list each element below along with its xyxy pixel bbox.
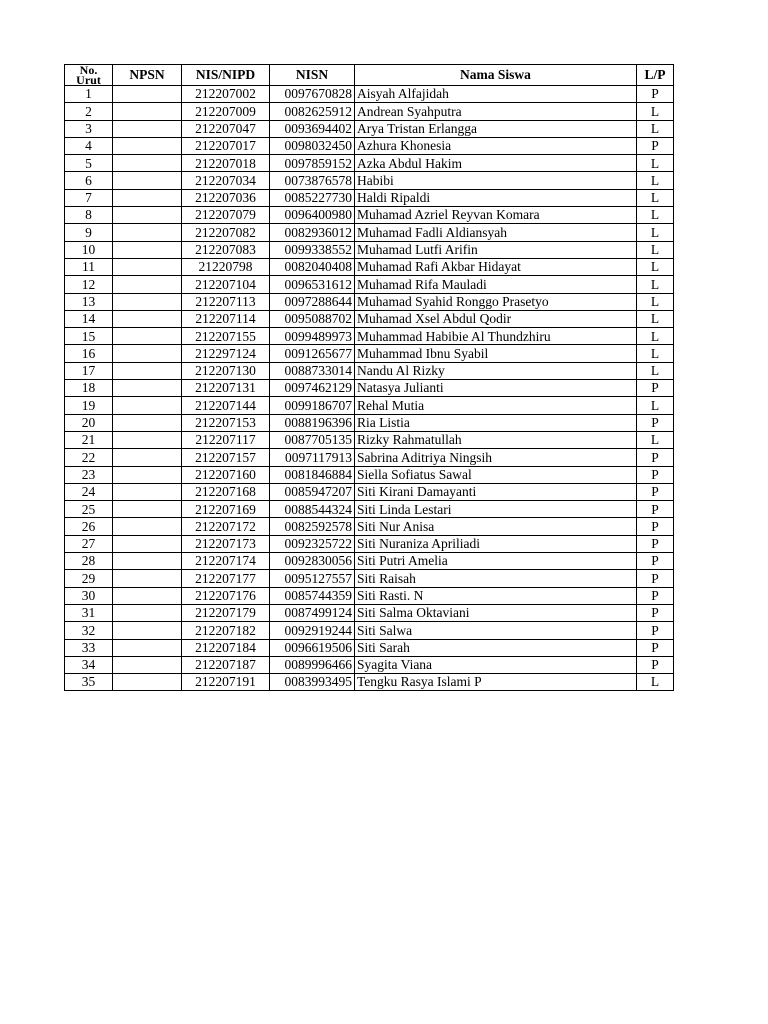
cell-no-urut: 14	[65, 310, 113, 327]
cell-nisn: 0096619506	[270, 639, 355, 656]
header-nisn: NISN	[270, 65, 355, 86]
cell-lp: P	[637, 449, 674, 466]
cell-lp: P	[637, 86, 674, 103]
cell-nama-siswa: Andrean Syahputra	[355, 103, 637, 120]
table-row	[65, 414, 674, 431]
cell-npsn	[113, 622, 182, 639]
student-table	[64, 64, 674, 691]
cell-nama-siswa: Muhamad Syahid Ronggo Prasetyo	[355, 293, 637, 310]
cell-no-urut: 20	[65, 414, 113, 431]
cell-nama-siswa: Siti Salma Oktaviani	[355, 604, 637, 621]
cell-no-urut: 34	[65, 656, 113, 673]
cell-nis-nipd: 212207168	[182, 483, 270, 500]
cell-nis-nipd: 212207157	[182, 449, 270, 466]
cell-npsn	[113, 553, 182, 570]
cell-lp: L	[637, 258, 674, 275]
cell-nisn: 0085947207	[270, 483, 355, 500]
table-row	[65, 328, 674, 345]
cell-lp: L	[637, 189, 674, 206]
table-row	[65, 587, 674, 604]
cell-nis-nipd: 212207002	[182, 86, 270, 103]
header-nama-siswa: Nama Siswa	[355, 65, 637, 86]
cell-nis-nipd: 212207009	[182, 103, 270, 120]
cell-lp: L	[637, 155, 674, 172]
cell-no-urut: 21	[65, 431, 113, 448]
cell-no-urut: 17	[65, 362, 113, 379]
cell-lp: L	[637, 362, 674, 379]
table-row	[65, 656, 674, 673]
cell-nis-nipd: 212207177	[182, 570, 270, 587]
cell-no-urut: 25	[65, 501, 113, 518]
cell-nisn: 0073876578	[270, 172, 355, 189]
cell-nisn: 0082592578	[270, 518, 355, 535]
table-row	[65, 553, 674, 570]
cell-nisn: 0092919244	[270, 622, 355, 639]
cell-npsn	[113, 224, 182, 241]
cell-no-urut: 13	[65, 293, 113, 310]
cell-lp: L	[637, 345, 674, 362]
cell-lp: L	[637, 103, 674, 120]
cell-nama-siswa: Rehal Mutia	[355, 397, 637, 414]
cell-nama-siswa: Siti Nur Anisa	[355, 518, 637, 535]
table-row	[65, 501, 674, 518]
cell-npsn	[113, 362, 182, 379]
header-row	[65, 65, 674, 86]
cell-npsn	[113, 155, 182, 172]
cell-nis-nipd: 212207113	[182, 293, 270, 310]
cell-nama-siswa: Siti Putri Amelia	[355, 553, 637, 570]
cell-npsn	[113, 466, 182, 483]
cell-nisn: 0095088702	[270, 310, 355, 327]
cell-nis-nipd: 212207047	[182, 120, 270, 137]
cell-no-urut: 12	[65, 276, 113, 293]
table-row	[65, 622, 674, 639]
cell-lp: P	[637, 570, 674, 587]
cell-nisn: 0083993495	[270, 674, 355, 691]
cell-nisn: 0089996466	[270, 656, 355, 673]
cell-lp: P	[637, 553, 674, 570]
cell-nisn: 0097462129	[270, 380, 355, 397]
cell-nis-nipd: 212207184	[182, 639, 270, 656]
cell-npsn	[113, 397, 182, 414]
cell-nisn: 0093694402	[270, 120, 355, 137]
cell-lp: L	[637, 431, 674, 448]
cell-nis-nipd: 212207036	[182, 189, 270, 206]
cell-lp: L	[637, 120, 674, 137]
cell-no-urut: 16	[65, 345, 113, 362]
table-row	[65, 241, 674, 258]
cell-npsn	[113, 103, 182, 120]
cell-nisn: 0085227730	[270, 189, 355, 206]
cell-no-urut: 10	[65, 241, 113, 258]
cell-nisn: 0099489973	[270, 328, 355, 345]
cell-nama-siswa: Arya Tristan Erlangga	[355, 120, 637, 137]
cell-nama-siswa: Azka Abdul Hakim	[355, 155, 637, 172]
cell-nis-nipd: 212207018	[182, 155, 270, 172]
cell-npsn	[113, 483, 182, 500]
cell-no-urut: 6	[65, 172, 113, 189]
table-row	[65, 207, 674, 224]
table-row	[65, 380, 674, 397]
cell-no-urut: 35	[65, 674, 113, 691]
cell-npsn	[113, 587, 182, 604]
cell-nama-siswa: Aisyah Alfajidah	[355, 86, 637, 103]
cell-no-urut: 4	[65, 137, 113, 154]
table-row	[65, 449, 674, 466]
cell-npsn	[113, 310, 182, 327]
table-row	[65, 674, 674, 691]
cell-nama-siswa: Nandu Al Rizky	[355, 362, 637, 379]
header-npsn: NPSN	[113, 65, 182, 86]
cell-npsn	[113, 518, 182, 535]
cell-nama-siswa: Tengku Rasya Islami P	[355, 674, 637, 691]
table-row	[65, 155, 674, 172]
table-row	[65, 258, 674, 275]
cell-nis-nipd: 212207176	[182, 587, 270, 604]
table-row	[65, 310, 674, 327]
cell-lp: L	[637, 293, 674, 310]
cell-nis-nipd: 212207174	[182, 553, 270, 570]
cell-nama-siswa: Muhamad Fadli Aldiansyah	[355, 224, 637, 241]
cell-nisn: 0096400980	[270, 207, 355, 224]
cell-lp: P	[637, 639, 674, 656]
cell-lp: P	[637, 137, 674, 154]
cell-nisn: 0099186707	[270, 397, 355, 414]
cell-lp: L	[637, 241, 674, 258]
table-body	[65, 86, 674, 691]
cell-nisn: 0082040408	[270, 258, 355, 275]
cell-nisn: 0097117913	[270, 449, 355, 466]
cell-npsn	[113, 501, 182, 518]
cell-no-urut: 23	[65, 466, 113, 483]
cell-nama-siswa: Muhamad Azriel Reyvan Komara	[355, 207, 637, 224]
cell-lp: L	[637, 172, 674, 189]
cell-nisn: 0095127557	[270, 570, 355, 587]
cell-lp: L	[637, 328, 674, 345]
cell-npsn	[113, 674, 182, 691]
table-row	[65, 224, 674, 241]
cell-nama-siswa: Muhamad Rifa Mauladi	[355, 276, 637, 293]
cell-nisn: 0096531612	[270, 276, 355, 293]
cell-nis-nipd: 212207155	[182, 328, 270, 345]
cell-nis-nipd: 212207034	[182, 172, 270, 189]
table-row	[65, 483, 674, 500]
header-no-urut	[65, 65, 113, 86]
cell-nis-nipd: 212207017	[182, 137, 270, 154]
table-row	[65, 120, 674, 137]
table-row	[65, 431, 674, 448]
table-row	[65, 535, 674, 552]
table-row	[65, 604, 674, 621]
cell-nis-nipd: 212207173	[182, 535, 270, 552]
cell-no-urut: 32	[65, 622, 113, 639]
header-no-urut-line1: No.	[79, 64, 98, 77]
cell-nis-nipd: 21220798	[182, 258, 270, 275]
cell-nis-nipd: 212207104	[182, 276, 270, 293]
cell-nama-siswa: Muhamad Rafi Akbar Hidayat	[355, 258, 637, 275]
cell-nama-siswa: Haldi Ripaldi	[355, 189, 637, 206]
cell-lp: P	[637, 414, 674, 431]
table-row	[65, 86, 674, 103]
cell-nis-nipd: 212207144	[182, 397, 270, 414]
table-row	[65, 189, 674, 206]
cell-nama-siswa: Habibi	[355, 172, 637, 189]
cell-no-urut: 5	[65, 155, 113, 172]
cell-nama-siswa: Muhammad Habibie Al Thundzhiru	[355, 328, 637, 345]
cell-nama-siswa: Ria Listia	[355, 414, 637, 431]
cell-nis-nipd: 212207130	[182, 362, 270, 379]
cell-lp: L	[637, 276, 674, 293]
cell-npsn	[113, 345, 182, 362]
cell-nisn: 0092325722	[270, 535, 355, 552]
cell-no-urut: 30	[65, 587, 113, 604]
cell-nama-siswa: Siti Kirani Damayanti	[355, 483, 637, 500]
cell-no-urut: 19	[65, 397, 113, 414]
cell-nisn: 0087705135	[270, 431, 355, 448]
cell-npsn	[113, 656, 182, 673]
cell-npsn	[113, 414, 182, 431]
cell-nisn: 0087499124	[270, 604, 355, 621]
table-row	[65, 276, 674, 293]
cell-npsn	[113, 276, 182, 293]
cell-nis-nipd: 212207179	[182, 604, 270, 621]
cell-npsn	[113, 535, 182, 552]
cell-lp: L	[637, 224, 674, 241]
cell-nisn: 0088196396	[270, 414, 355, 431]
table-row	[65, 570, 674, 587]
cell-npsn	[113, 604, 182, 621]
cell-lp: P	[637, 518, 674, 535]
cell-npsn	[113, 570, 182, 587]
cell-lp: L	[637, 310, 674, 327]
cell-npsn	[113, 431, 182, 448]
cell-nama-siswa: Sabrina Aditriya Ningsih	[355, 449, 637, 466]
cell-lp: P	[637, 483, 674, 500]
cell-no-urut: 24	[65, 483, 113, 500]
cell-lp: P	[637, 535, 674, 552]
cell-npsn	[113, 639, 182, 656]
cell-nisn: 0099338552	[270, 241, 355, 258]
cell-nama-siswa: Siella Sofiatus Sawal	[355, 466, 637, 483]
cell-nama-siswa: Siti Salwa	[355, 622, 637, 639]
header-lp: L/P	[637, 65, 674, 86]
cell-nama-siswa: Muhamad Lutfi Arifin	[355, 241, 637, 258]
cell-npsn	[113, 328, 182, 345]
cell-nis-nipd: 212207172	[182, 518, 270, 535]
cell-no-urut: 9	[65, 224, 113, 241]
cell-npsn	[113, 241, 182, 258]
table-row	[65, 639, 674, 656]
table-header	[65, 65, 674, 86]
cell-nisn: 0091265677	[270, 345, 355, 362]
cell-lp: P	[637, 466, 674, 483]
cell-nama-siswa: Natasya Julianti	[355, 380, 637, 397]
cell-npsn	[113, 207, 182, 224]
cell-lp: P	[637, 622, 674, 639]
cell-nisn: 0097288644	[270, 293, 355, 310]
cell-no-urut: 8	[65, 207, 113, 224]
cell-nama-siswa: Muhammad Ibnu Syabil	[355, 345, 637, 362]
table-row	[65, 137, 674, 154]
table-row	[65, 466, 674, 483]
cell-nisn: 0097859152	[270, 155, 355, 172]
table-row	[65, 345, 674, 362]
table-row	[65, 397, 674, 414]
cell-nis-nipd: 212207160	[182, 466, 270, 483]
cell-nis-nipd: 212207182	[182, 622, 270, 639]
cell-no-urut: 27	[65, 535, 113, 552]
cell-npsn	[113, 172, 182, 189]
cell-nama-siswa: Muhamad Xsel Abdul Qodir	[355, 310, 637, 327]
cell-no-urut: 28	[65, 553, 113, 570]
cell-no-urut: 7	[65, 189, 113, 206]
header-no-urut-line2: Urut	[76, 73, 101, 86]
cell-lp: L	[637, 674, 674, 691]
cell-no-urut: 2	[65, 103, 113, 120]
cell-nis-nipd: 212207114	[182, 310, 270, 327]
cell-nis-nipd: 212207169	[182, 501, 270, 518]
cell-nama-siswa: Rizky Rahmatullah	[355, 431, 637, 448]
cell-nisn: 0098032450	[270, 137, 355, 154]
cell-no-urut: 11	[65, 258, 113, 275]
cell-nama-siswa: Azhura Khonesia	[355, 137, 637, 154]
cell-no-urut: 3	[65, 120, 113, 137]
cell-lp: P	[637, 587, 674, 604]
cell-no-urut: 26	[65, 518, 113, 535]
cell-npsn	[113, 120, 182, 137]
table-row	[65, 172, 674, 189]
cell-no-urut: 29	[65, 570, 113, 587]
cell-nisn: 0085744359	[270, 587, 355, 604]
cell-npsn	[113, 86, 182, 103]
cell-lp: P	[637, 656, 674, 673]
cell-nisn: 0082936012	[270, 224, 355, 241]
cell-nisn: 0097670828	[270, 86, 355, 103]
cell-nis-nipd: 212297124	[182, 345, 270, 362]
table-row	[65, 362, 674, 379]
cell-npsn	[113, 380, 182, 397]
cell-npsn	[113, 189, 182, 206]
cell-npsn	[113, 449, 182, 466]
cell-no-urut: 33	[65, 639, 113, 656]
table-row	[65, 293, 674, 310]
cell-nama-siswa: Siti Nuraniza Apriliadi	[355, 535, 637, 552]
cell-no-urut: 15	[65, 328, 113, 345]
cell-npsn	[113, 137, 182, 154]
cell-lp: L	[637, 207, 674, 224]
cell-nama-siswa: Siti Rasti. N	[355, 587, 637, 604]
table-row	[65, 103, 674, 120]
cell-nis-nipd: 212207153	[182, 414, 270, 431]
cell-nama-siswa: Siti Raisah	[355, 570, 637, 587]
cell-nisn: 0092830056	[270, 553, 355, 570]
cell-nisn: 0082625912	[270, 103, 355, 120]
cell-nisn: 0088733014	[270, 362, 355, 379]
header-nis-nipd: NIS/NIPD	[182, 65, 270, 86]
cell-lp: L	[637, 397, 674, 414]
cell-nama-siswa: Syagita Viana	[355, 656, 637, 673]
cell-nisn: 0088544324	[270, 501, 355, 518]
cell-nis-nipd: 212207131	[182, 380, 270, 397]
cell-npsn	[113, 293, 182, 310]
cell-lp: P	[637, 604, 674, 621]
cell-lp: P	[637, 380, 674, 397]
cell-nama-siswa: Siti Linda Lestari	[355, 501, 637, 518]
cell-no-urut: 18	[65, 380, 113, 397]
cell-no-urut: 22	[65, 449, 113, 466]
cell-nama-siswa: Siti Sarah	[355, 639, 637, 656]
cell-npsn	[113, 258, 182, 275]
cell-no-urut: 1	[65, 86, 113, 103]
cell-nis-nipd: 212207191	[182, 674, 270, 691]
cell-nis-nipd: 212207079	[182, 207, 270, 224]
cell-lp: P	[637, 501, 674, 518]
cell-nis-nipd: 212207117	[182, 431, 270, 448]
cell-nis-nipd: 212207083	[182, 241, 270, 258]
cell-nis-nipd: 212207187	[182, 656, 270, 673]
table-row	[65, 518, 674, 535]
cell-nis-nipd: 212207082	[182, 224, 270, 241]
cell-nisn: 0081846884	[270, 466, 355, 483]
cell-no-urut: 31	[65, 604, 113, 621]
